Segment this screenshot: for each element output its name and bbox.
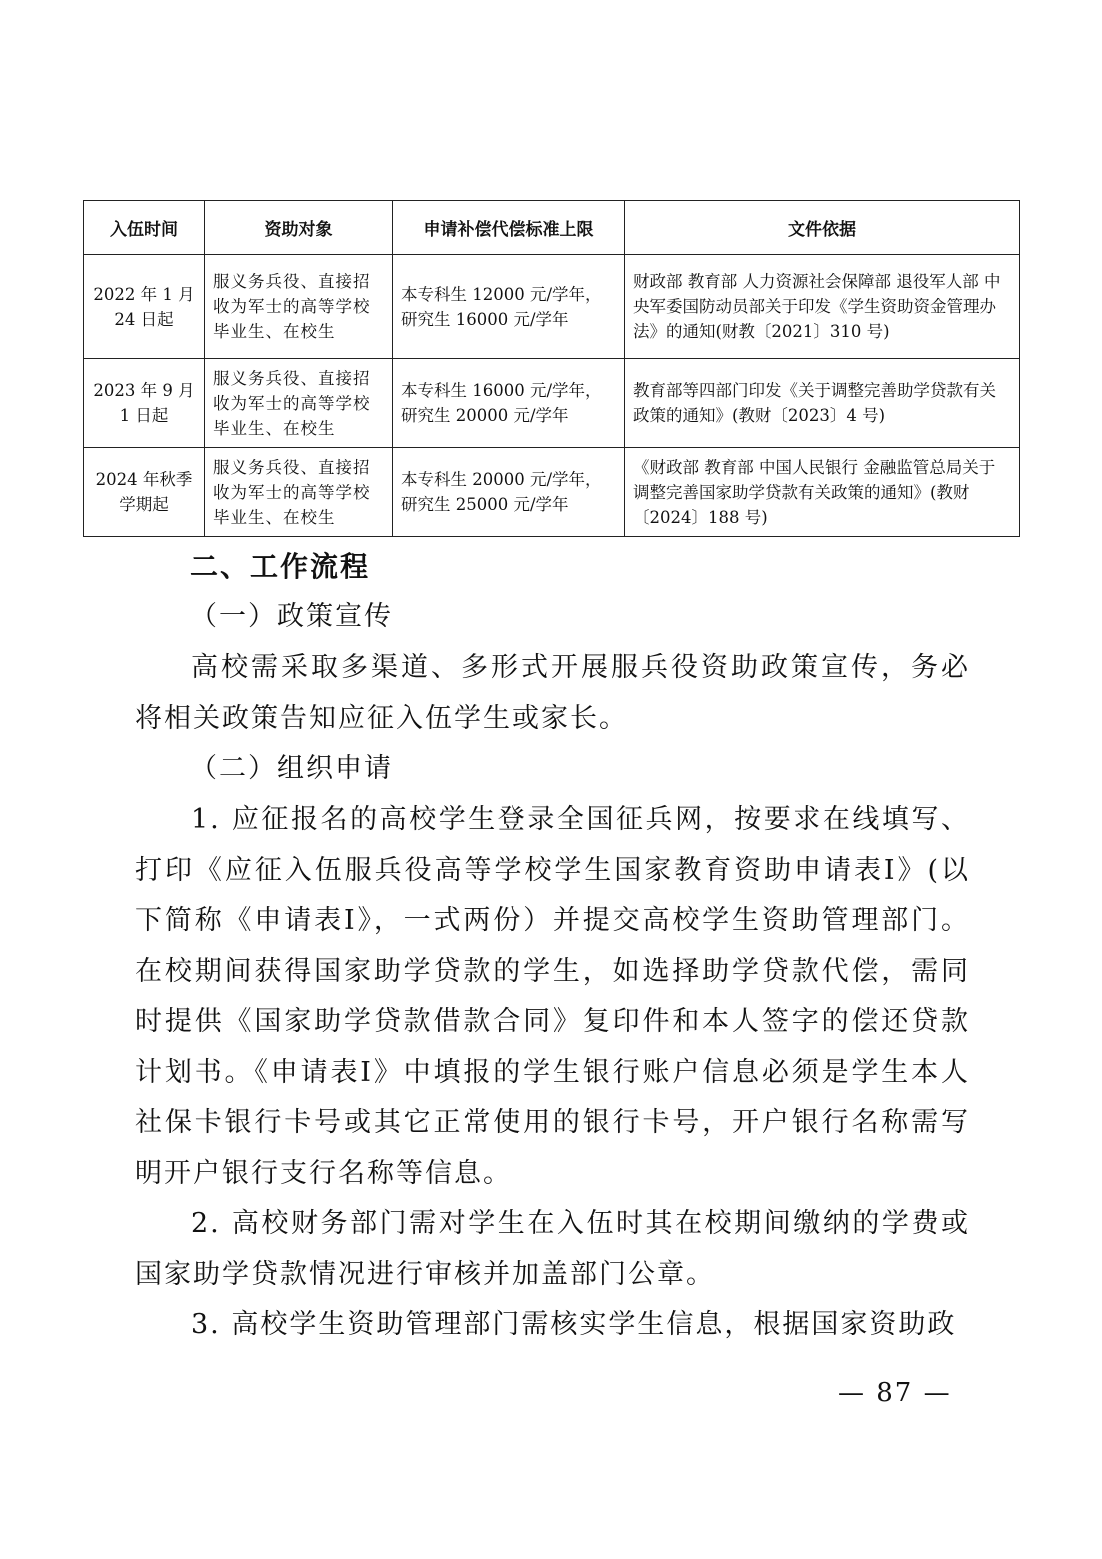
cell-time: 2023 年 9 月 1 日起 <box>84 359 205 448</box>
application-step-2: 2. 高校财务部门需对学生在入伍时其在校期间缴纳的学费或国家助学贷款情况进行审核并加盖部门公章。 <box>135 1208 970 1290</box>
cell-time: 2024 年秋季学期起 <box>84 448 205 537</box>
table-row <box>84 359 1020 448</box>
subsidy-standard-table <box>83 200 1020 537</box>
subsection-title-publicity: （一）政策宣传 <box>190 601 393 632</box>
application-paragraphs <box>135 795 970 1351</box>
publicity-paragraph: 高校需采取多渠道、多形式开展服兵役资助政策宣传，务必将相关政策告知应征入伍学生或家长。 <box>135 652 970 734</box>
cell-basis: 教育部等四部门印发《关于调整完善助学贷款有关政策的通知》(教财〔2023〕4 号) <box>625 359 1020 448</box>
cell-basis: 财政部 教育部 人力资源社会保障部 退役军人部 中央军委国防动员部关于印发《学生资助资金管理办法》的通知(财教〔2021〕310 号) <box>625 255 1020 359</box>
cell-time: 2022 年 1 月 24 日起 <box>84 255 205 359</box>
header-basis: 文件依据 <box>625 201 1020 255</box>
cell-target: 服义务兵役、直接招收为军士的高等学校毕业生、在校生 <box>205 359 393 448</box>
cell-limit: 本专科生 16000 元/学年，研究生 20000 元/学年 <box>393 359 625 448</box>
header-limit: 申请补偿代偿标准上限 <box>393 201 625 255</box>
cell-target: 服义务兵役、直接招收为军士的高等学校毕业生、在校生 <box>205 255 393 359</box>
cell-limit: 本专科生 12000 元/学年，研究生 16000 元/学年 <box>393 255 625 359</box>
cell-limit: 本专科生 20000 元/学年，研究生 25000 元/学年 <box>393 448 625 537</box>
header-enlist-time: 入伍时间 <box>84 201 205 255</box>
table-row <box>84 448 1020 537</box>
page-number: — 87 — <box>838 1378 952 1408</box>
cell-basis: 《财政部 教育部 中国人民银行 金融监管总局关于调整完善国家助学贷款有关政策的通知》(教财〔2024〕188 号) <box>625 448 1020 537</box>
table-header-row <box>84 201 1020 255</box>
subsection-title-application: （二）组织申请 <box>190 753 393 784</box>
application-step-1: 1. 应征报名的高校学生登录全国征兵网，按要求在线填写、打印《应征入伍服兵役高等学校学生国家教育资助申请表Ⅰ》(以下简称《申请表Ⅰ》，一式两份）并提交高校学生资助管理部门。在校期间获得国家助学贷款的学生，如选择助学贷款代偿，需同时提供《国家助学贷款借款合同》复印件和本人签字的偿还贷款计划书。《申请表Ⅰ》中填报的学生银行账户信息必须是学生本人社保卡银行卡号或其它正常使用的银行卡号，开户银行名称需写明开户银行支行名称等信息。 <box>135 804 970 1189</box>
table-row <box>84 255 1020 359</box>
publicity-paragraph-block <box>135 643 970 744</box>
application-step-3: 3. 高校学生资助管理部门需核实学生信息，根据国家资助政 <box>191 1309 957 1340</box>
section-title: 二、工作流程 <box>190 550 371 583</box>
header-target: 资助对象 <box>205 201 393 255</box>
cell-target: 服义务兵役、直接招收为军士的高等学校毕业生、在校生 <box>205 448 393 537</box>
